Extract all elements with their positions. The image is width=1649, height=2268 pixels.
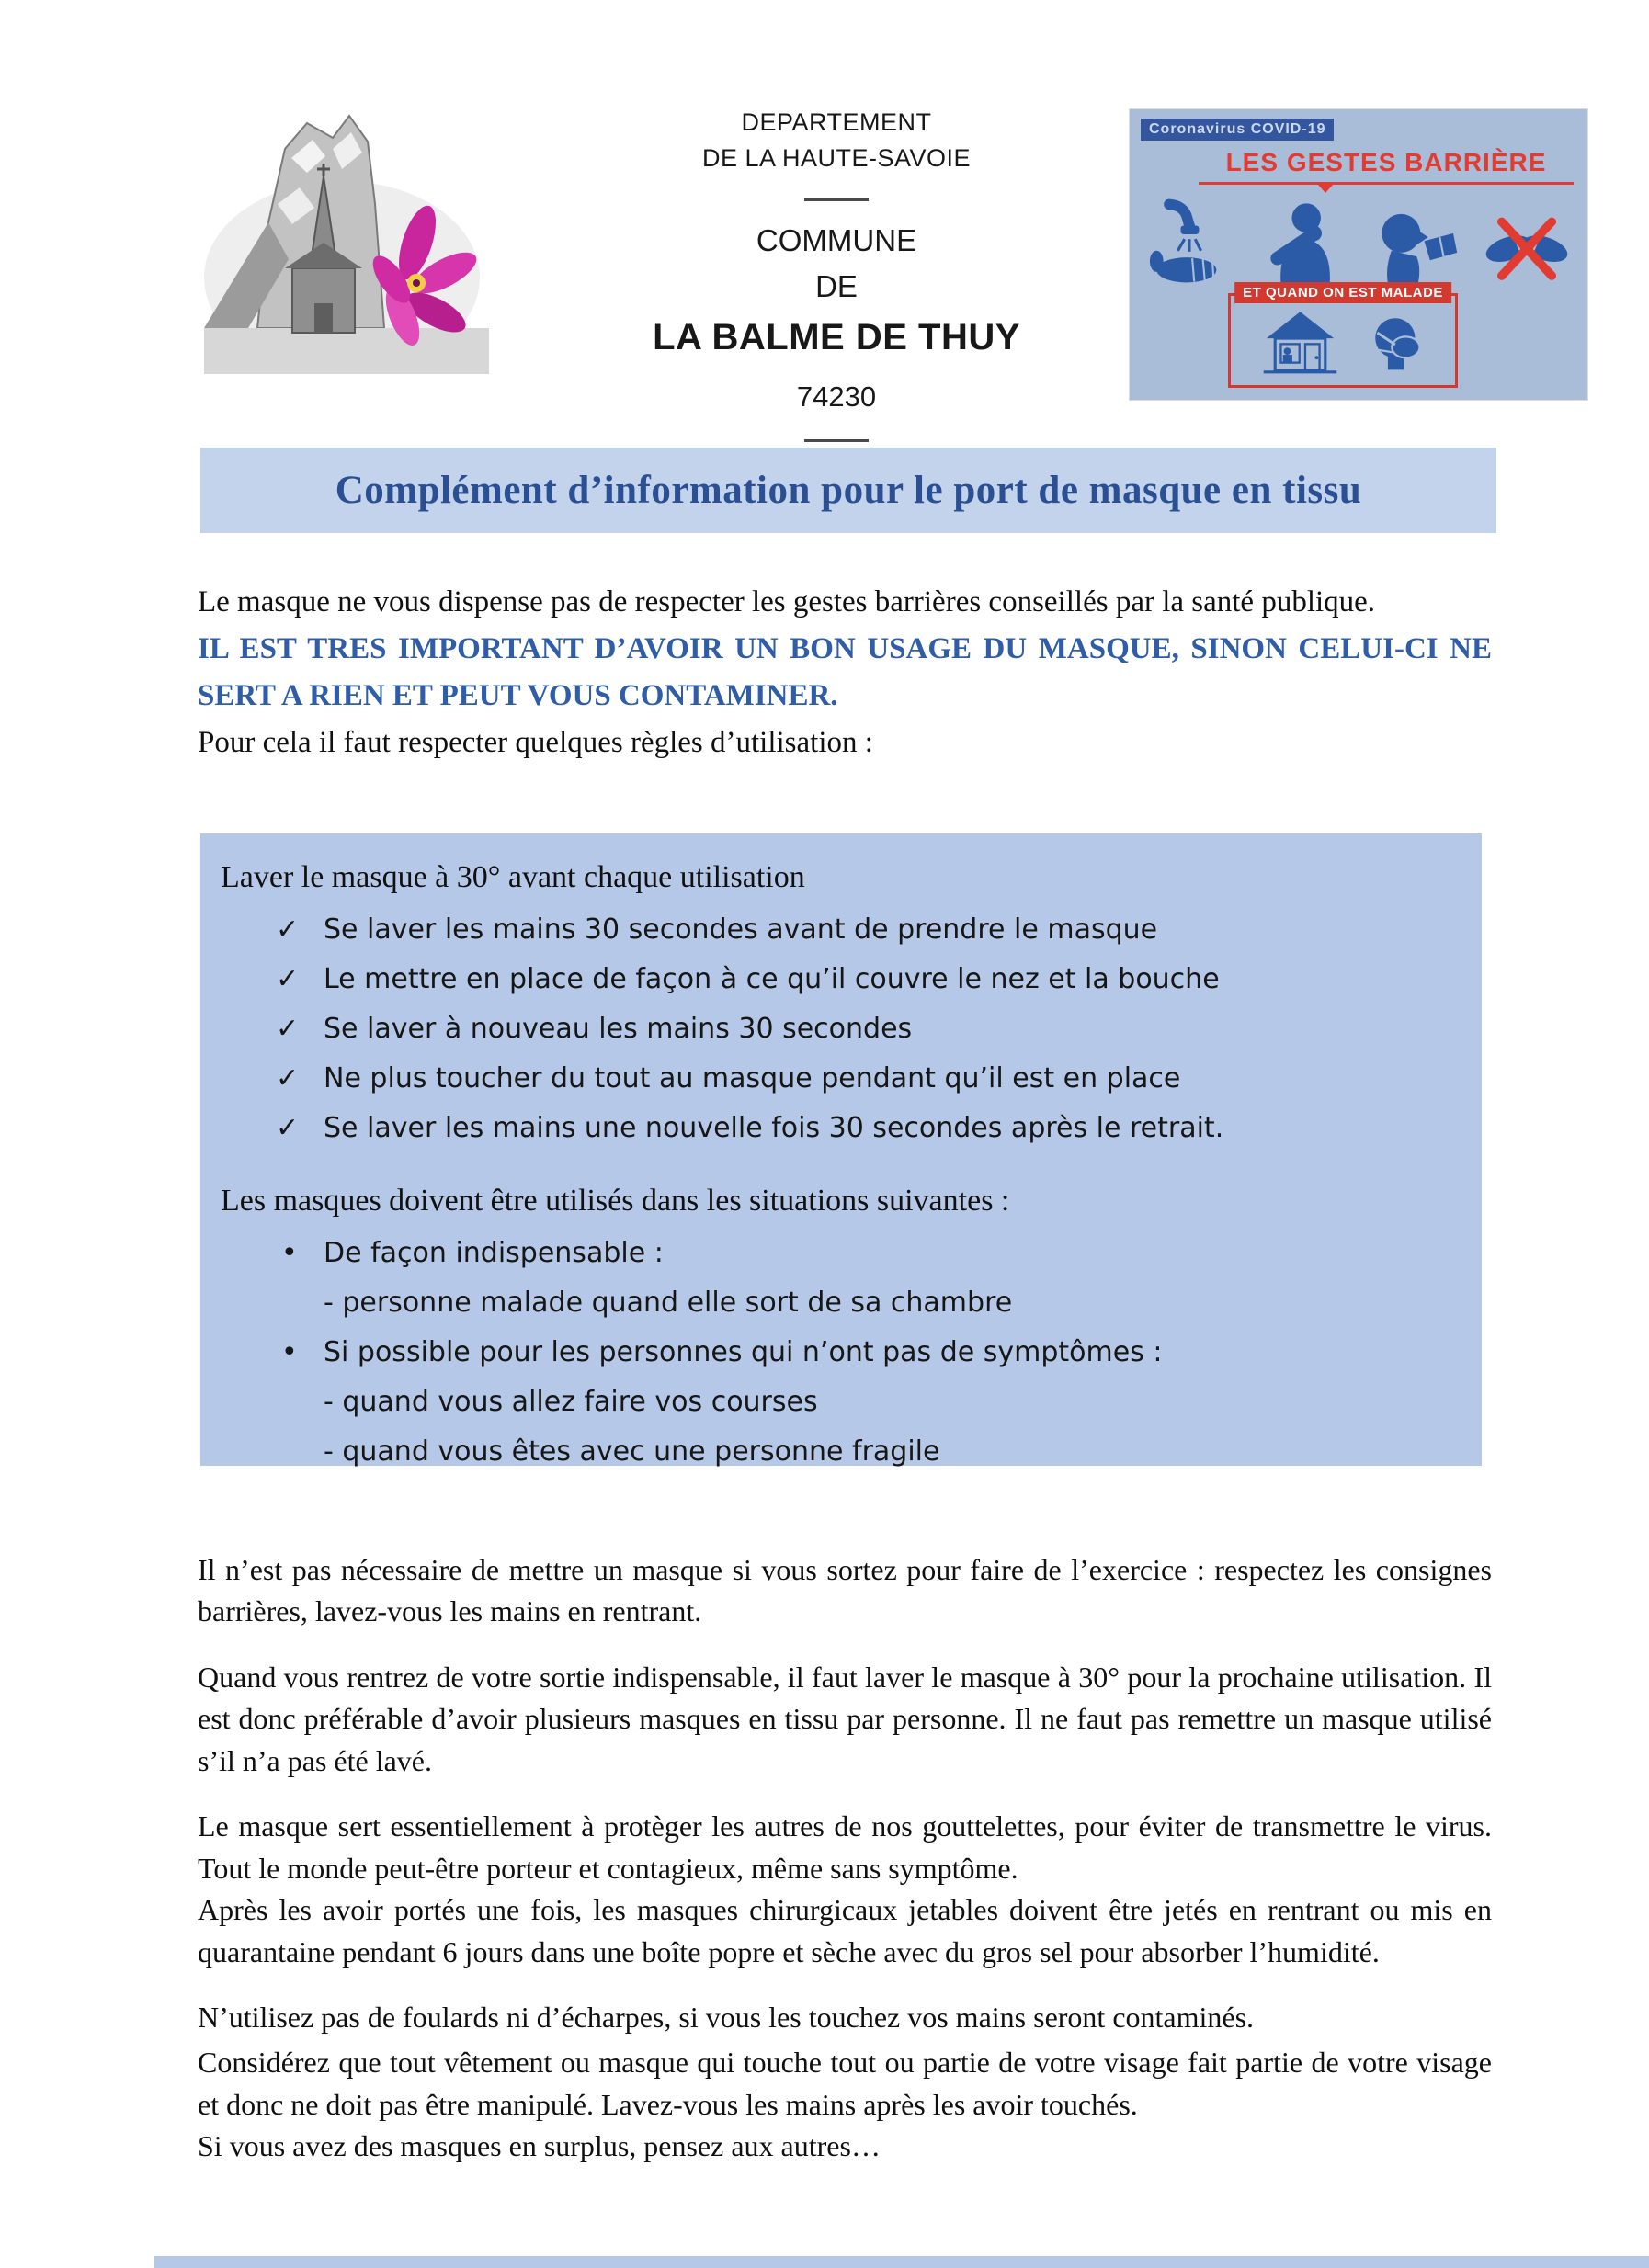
cough-into-elbow-icon [1253,197,1352,293]
list-item [221,1111,1454,1146]
checklist-text: Se laver les mains 30 secondes avant de prendre le masque [324,913,1158,946]
commune-name: LA BALME DE THUY [653,317,1020,357]
sneeze-into-tissue-icon [1365,197,1464,293]
list-item [221,913,1454,947]
covid-gestes-barriere-infographic [1129,108,1588,401]
title-pointer [1318,185,1333,193]
wash-hands-icon [1141,197,1240,293]
department-line2: DE LA HAUTE-SAVOIE [701,144,972,172]
when-sick-box [1228,285,1458,388]
intro-section [198,579,1492,767]
coronavirus-badge: Coronavirus COVID-19 [1141,119,1334,141]
check-icon: ✓ [276,1062,300,1094]
village-church-illustration [204,85,489,374]
check-icon: ✓ [276,1013,300,1045]
check-icon: ✓ [276,963,300,995]
situation-label: Si possible pour les personnes qui n’ont pas de symptômes : [324,1336,1163,1368]
intro-paragraph: Le masque ne vous dispense pas de respecter les gestes barrières conseillés par la santé publique. [198,585,1376,618]
paragraph-disposable-masks: Après les avoir portés une fois, les masques chirurgicaux jetables doivent être jetés en rentrant ou mis en quarantaine pendant 6 jours dans une boîte popre et sèche avec du gros sel pour absorber l’humidité. [198,1893,1492,1968]
postal-code: 74230 [796,380,877,413]
mask-rules-box [200,833,1482,1466]
checklist-text: Se laver les mains une nouvelle fois 30 secondes après le retrait. [324,1112,1224,1144]
next-box-edge [154,2256,1649,2268]
checklist-text: Se laver à nouveau les mains 30 secondes [324,1013,913,1045]
page-title: Complément d’information pour le port de masque en tissu [335,469,1362,512]
paragraph-exercise: Il n’est pas nécessaire de mettre un masque si vous sortez pour faire de l’exercice : respectez les consignes barrières, lavez-vous les mains en rentrant. [198,1553,1492,1628]
bullet-icon: • [281,1237,298,1269]
no-handshake-icon [1477,197,1576,293]
important-warning-text: IL EST TRES IMPORTANT D’AVOIR UN BON USAGE DU MASQUE, SINON CELUI-CI NE SERT A RIEN ET PEUT VOUS CONTAMINER. [198,632,1492,713]
checklist-text: Le mettre en place de façon à ce qu’il couvre le nez et la bouche [324,963,1220,995]
paragraph-protect-others: Le masque sert essentiellement à protèger les autres de nos gouttelettes, pour éviter de transmettre le virus. Tout le monde peut-être porteur et contagieux, même sans symptôme. [198,1809,1492,1885]
body-text-section [198,1549,1492,2168]
list-item [221,1061,1454,1096]
situation-label: De façon indispensable : [324,1237,664,1269]
header-divider [804,198,869,201]
situations-heading: Les masques doivent être utilisés dans les situations suivantes : [221,1184,1010,1218]
stay-home-icon [1257,306,1344,378]
department-line1: DEPARTEMENT [741,108,932,136]
situation-subitem: - quand vous allez faire vos courses [324,1386,818,1418]
checklist-text: Ne plus toucher du tout au masque pendant qu’il est en place [324,1062,1181,1094]
check-icon: ✓ [276,1112,300,1144]
de-word: DE [815,269,858,303]
list-item [221,1236,1454,1271]
paragraph-no-scarves: N’utilisez pas de foulards ni d’écharpes, si vous les touchez vos mains seront contaminés. [198,2000,1255,2034]
document-title-banner [200,448,1496,533]
situation-subitem: - quand vous êtes avec une personne fragile [324,1435,940,1468]
when-sick-icons [1231,296,1455,385]
wear-mask-icon [1364,312,1430,378]
header-divider-bottom [804,439,869,442]
barrier-gesture-icons [1141,197,1576,293]
list-item [221,962,1454,997]
infographic-title: LES GESTES BARRIÈRE [1199,148,1574,185]
paragraph-face-contact: Considérez que tout vêtement ou masque qui touche tout ou partie de votre visage fait partie de votre visage et donc ne doit pas être manipulé. Lavez-vous les mains après les avoir touchés. [198,2046,1492,2121]
when-sick-label: ET QUAND ON EST MALADE [1234,282,1451,303]
paragraph-wash-after-outing: Quand vous rentrez de votre sortie indispensable, il faut laver le masque à 30° pour la prochaine utilisation. Il est donc préférable d’avoir plusieurs masques en tissu par personne. Il ne faut pas remettre un masque utilisé s’il n’a pas été lavé. [198,1660,1492,1777]
rules-lead-in: Pour cela il faut respecter quelques règles d’utilisation : [198,726,873,760]
situation-subitem: - personne malade quand elle sort de sa chambre [324,1287,1013,1319]
list-item [221,1012,1454,1047]
commune-word: COMMUNE [756,223,917,257]
list-item [221,1335,1454,1370]
bullet-icon: • [281,1336,298,1368]
wash-heading: Laver le masque à 30° avant chaque utilisation [221,860,805,894]
header-commune-block [561,108,1112,442]
check-icon: ✓ [276,913,300,946]
paragraph-surplus-masks: Si vous avez des masques en surplus, pensez aux autres… [198,2129,881,2163]
